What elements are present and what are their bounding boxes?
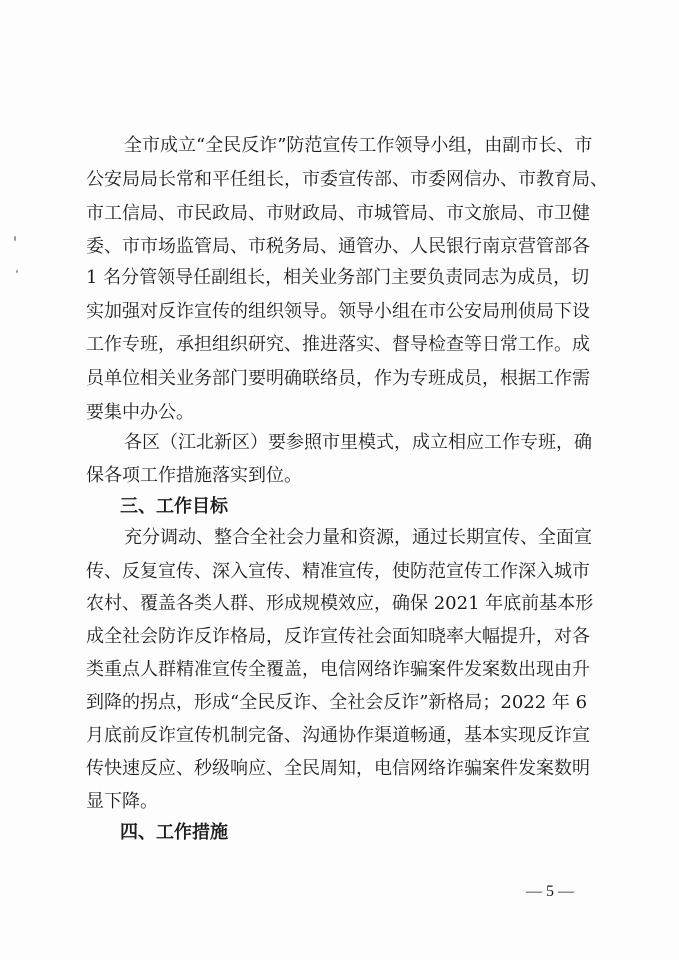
section-3-line-7: [0, 721, 679, 751]
text-line: 全市成立“全民反诈”防范宣传工作领导小组，由副市长、市: [124, 135, 593, 156]
page-number: — 5 —: [526, 883, 574, 900]
paragraph-2-line-1: [0, 428, 679, 458]
paragraph-1-line-2: [0, 165, 679, 195]
text-line: 传快速反应、秒级响应、全民周知，电信网络诈骗案件发案数明: [86, 758, 590, 779]
text-line: 保各项工作措施落实到位。: [86, 465, 302, 486]
text-line: 农村、覆盖各类人群、形成规模效应，确保 2021 年底前基本形: [86, 593, 594, 614]
text-line: 要集中办公。: [86, 402, 194, 423]
text-line: 充分调动、整合全社会力量和资源，通过长期宣传、全面宣: [124, 527, 592, 548]
section-4-heading-row: [0, 818, 679, 848]
paragraph-1-line-9: [0, 398, 679, 428]
paragraph-1-line-6: [0, 297, 679, 327]
paragraph-1-line-8: [0, 364, 679, 394]
section-3-line-3: [0, 589, 679, 619]
section-heading: 三、工作目标: [120, 496, 228, 517]
text-line: 员单位相关业务部门要明确联络员，作为专班成员，根据工作需: [86, 368, 590, 389]
paragraph-1-line-1: [0, 131, 679, 161]
text-line: 显下降。: [86, 791, 158, 812]
text-line: 市工信局、市民政局、市财政局、市城管局、市文旅局、市卫健: [86, 203, 590, 224]
section-3-line-5: [0, 655, 679, 685]
text-line: 工作专班，承担组织研究、推进落实、督导检查等日常工作。成: [86, 334, 590, 355]
section-3-line-1: [0, 523, 679, 553]
scan-mark: [14, 236, 16, 241]
section-3-line-8: [0, 754, 679, 784]
paragraph-1-line-7: [0, 330, 679, 360]
text-line: 月底前反诈宣传机制完备、沟通协作渠道畅通，基本实现反诈宣: [86, 725, 590, 746]
text-line: 传、反复宣传、深入宣传、精准宣传，使防范宣传工作深入城市: [86, 561, 590, 582]
text-line: 成全社会防诈反诈格局，反诈宣传社会面知晓率大幅提升，对各: [86, 626, 590, 647]
text-line: 1 名分管领导任副组长，相关业务部门主要负责同志为成员，切: [86, 267, 590, 288]
section-3-line-4: [0, 622, 679, 652]
text-line: 委、市市场监管局、市税务局、通管办、人民银行南京营管部各: [86, 236, 590, 257]
text-line: 类重点人群精准宣传全覆盖，电信网络诈骗案件发案数出现由升: [86, 659, 590, 680]
paragraph-1-line-4: [0, 232, 679, 262]
section-3-line-9: [0, 787, 679, 817]
scan-mark: [16, 270, 18, 273]
text-line: 各区（江北新区）要参照市里模式，成立相应工作专班，确: [124, 432, 592, 453]
section-heading: 四、工作措施: [120, 822, 228, 843]
paragraph-1-line-3: [0, 199, 679, 229]
paragraph-1-line-5: [0, 263, 679, 293]
paragraph-2-line-2: [0, 461, 679, 491]
text-line: 到降的拐点，形成“全民反诈、全社会反诈”新格局；2022 年 6: [86, 692, 588, 713]
section-3-line-2: [0, 557, 679, 587]
text-line: 实加强对反诈宣传的组织领导。领导小组在市公安局刑侦局下设: [86, 301, 590, 322]
text-line: 公安局局长常和平任组长，市委宣传部、市委网信办、市教育局、: [86, 169, 608, 190]
section-3-heading-row: [0, 492, 679, 522]
section-3-line-6: [0, 688, 679, 718]
